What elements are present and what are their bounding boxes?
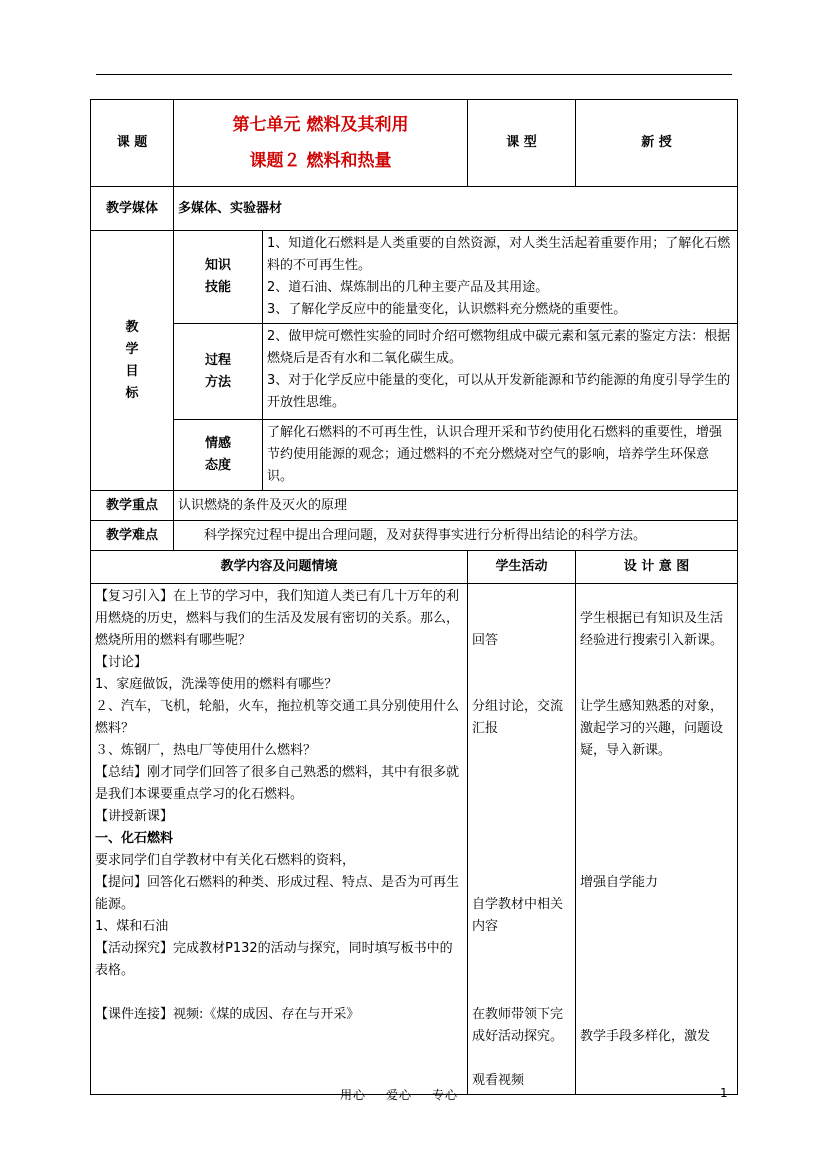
coal-oil-heading: 1、煤和石油 bbox=[95, 919, 169, 934]
lesson-row bbox=[91, 100, 738, 187]
difficulty-row bbox=[91, 521, 738, 551]
activity-explore-paragraph: 【活动探究】完成教材P132的活动与探究，同时填写板书中的表格。 bbox=[95, 941, 453, 978]
attitude-text: 了解化石燃料的不可再生性，认识合理开采和节约使用化石燃料的重要性，增强节约使用能源的观念；通过燃料的不充分燃烧对空气的影响，培养学生环保意识。 bbox=[263, 420, 738, 491]
difficulty-value: 科学探究过程中提出合理问题，及对获得事实进行分析得出结论的科学方法。 bbox=[174, 521, 738, 551]
intent-2: 让学生感知熟悉的对象，激起学习的兴趣，问题设疑，导入新课。 bbox=[580, 699, 724, 758]
lesson-plan-table bbox=[90, 99, 738, 1095]
key-point-label: 教学重点 bbox=[91, 491, 174, 521]
difficulty-label: 教学难点 bbox=[91, 521, 174, 551]
footer-slogan: 用心 爱心 专心 bbox=[340, 1088, 459, 1102]
process-label: 过程 方法 bbox=[174, 324, 263, 420]
goal-knowledge-row bbox=[91, 231, 738, 324]
attitude-label: 情感 态度 bbox=[174, 420, 263, 491]
goal-attitude-row bbox=[91, 420, 738, 491]
teaching-content bbox=[91, 584, 468, 1095]
knowledge-text: 1、知道化石燃料是人类重要的自然资源，对人类生活起着重要作用；了解化石燃料的不可再生性。 2、道石油、煤炼制出的几种主要产品及其用途。 3、了解化学反应中的能量变化，认识燃料充分燃烧的重要性。 bbox=[263, 231, 738, 324]
intent-1: 学生根据已有知识及生活经验进行搜索引入新课。 bbox=[580, 611, 724, 648]
page-number: 1 bbox=[720, 1086, 728, 1100]
teaching-body-row bbox=[91, 584, 738, 1095]
intent-3: 增强自学能力 bbox=[580, 875, 659, 890]
column-header-row bbox=[91, 551, 738, 584]
activity-answer: 回答 bbox=[472, 633, 499, 648]
question-3: ３、炼钢厂，热电厂等使用什么燃料？ bbox=[95, 743, 317, 758]
courseware-paragraph: 【课件连接】视频:《煤的成因、存在与开采》 bbox=[95, 1007, 360, 1022]
question-paragraph: 【提问】回答化石燃料的种类、形成过程、特点、是否为可再生能源。 bbox=[95, 875, 460, 912]
media-value: 多媒体、实验器材 bbox=[174, 187, 738, 231]
self-study-text: 要求同学们自学教材中有关化石燃料的资料， bbox=[95, 853, 356, 868]
media-row bbox=[91, 187, 738, 231]
lesson-type-value: 新 授 bbox=[576, 100, 738, 187]
student-activity bbox=[468, 584, 576, 1095]
lesson-type-label: 课 型 bbox=[468, 100, 576, 187]
knowledge-label: 知识 技能 bbox=[174, 231, 263, 324]
design-intent bbox=[576, 584, 738, 1095]
lesson-title-cell bbox=[174, 100, 468, 187]
summary-paragraph: 【总结】刚才同学们回答了很多自己熟悉的燃料，其中有很多就是我们本课要重点学习的化石燃料。 bbox=[95, 765, 460, 802]
activity-explore: 在教师带领下完成好活动探究。 bbox=[472, 1007, 564, 1044]
question-1: 1、家庭做饭，洗澡等使用的燃料有哪些？ bbox=[95, 677, 338, 692]
lesson-label: 课 题 bbox=[91, 100, 174, 187]
section-fossil-fuel: 一、化石燃料 bbox=[95, 831, 174, 846]
lesson-title-line2: 课题２ 燃料和热量 bbox=[249, 151, 392, 171]
column-activity-header: 学生活动 bbox=[468, 551, 576, 584]
activity-self-study: 自学教材中相关内容 bbox=[472, 897, 564, 934]
process-text: 2、做甲烷可燃性实验的同时介绍可燃物组成中碳元素和氢元素的鉴定方法：根据燃烧后是否有水和二氧化碳生成。 3、对于化学反应中能量的变化，可以从开发新能源和节约能源的角度引导学生的开放性思维。 bbox=[263, 324, 738, 420]
discuss-label: 【讨论】 bbox=[95, 655, 148, 670]
key-point-value: 认识燃烧的条件及灭火的原理 bbox=[174, 491, 738, 521]
header-rule bbox=[96, 74, 732, 75]
column-intent-header: 设 计 意 图 bbox=[576, 551, 738, 584]
media-label: 教学媒体 bbox=[91, 187, 174, 231]
key-point-row bbox=[91, 491, 738, 521]
activity-discuss: 分组讨论，交流汇报 bbox=[472, 699, 564, 736]
new-lesson-label: 【讲授新课】 bbox=[95, 809, 174, 824]
activity-watch-video: 观看视频 bbox=[472, 1073, 525, 1088]
goal-process-row bbox=[91, 324, 738, 420]
lesson-title-line1: 第七单元 燃料及其利用 bbox=[232, 115, 409, 135]
goals-label: 教 学 目 标 bbox=[91, 231, 174, 491]
column-content-header: 教学内容及问题情境 bbox=[91, 551, 468, 584]
review-paragraph: 【复习引入】在上节的学习中，我们知道人类已有几十万年的利用燃烧的历史，燃料与我们的生活及发展有密切的关系。那么，燃烧所用的燃料有哪些呢？ bbox=[95, 589, 460, 648]
intent-4: 教学手段多样化，激发 bbox=[580, 1029, 711, 1044]
question-2: ２、汽车，飞机，轮船，火车，拖拉机等交通工具分别使用什么燃料？ bbox=[95, 699, 460, 736]
